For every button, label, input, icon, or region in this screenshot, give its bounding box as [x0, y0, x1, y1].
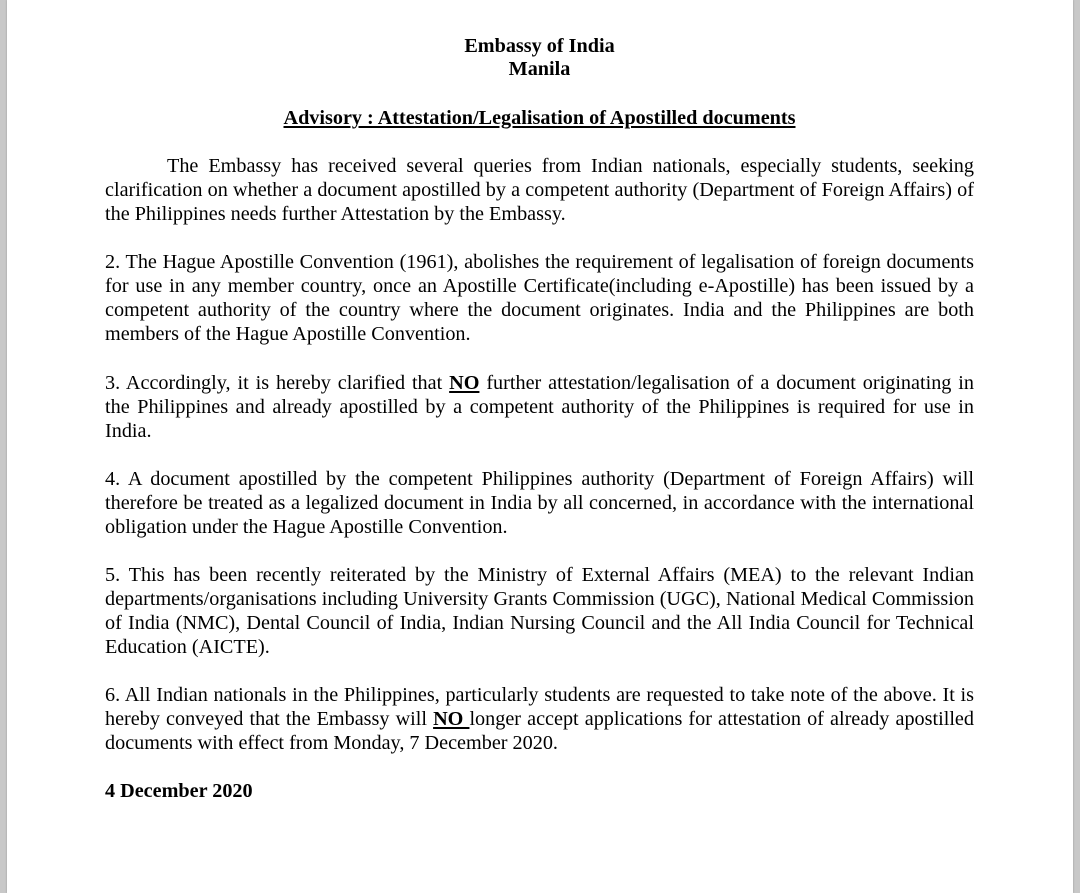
document-content	[105, 35, 974, 803]
paragraph-4: 4. A document apostilled by the competent Philippines authority (Department of Foreign Affairs) will therefore be treated as a legalized document in India by all concerned, in accordance with the international obligation under the Hague Apostille Convention.	[105, 468, 974, 538]
paragraph-3-emphasis: NO	[449, 372, 480, 394]
document-header	[105, 35, 974, 81]
paragraph-3-text-start: 3. Accordingly, it is hereby clarified that	[105, 372, 450, 394]
paragraph-6-emphasis: NO	[433, 708, 470, 730]
document-date: 4 December 2020	[105, 780, 253, 802]
paragraph-2: 2. The Hague Apostille Convention (1961), abolishes the requirement of legalisation of foreign documents for use in any member country, once an Apostille Certificate(including e-Apostille) has been issued by a competent authority of the country where the document originates. India and the Philippines are both members of the Hague Apostille Convention.	[105, 251, 974, 345]
paragraph-5: 5. This has been recently reiterated by the Ministry of External Affairs (MEA) to the relevant Indian departments/organisations including University Grants Commission (UGC), National Medical Commission of India (NMC), Dental Council of India, Indian Nursing Council and the All India Council for Technical Education (AICTE).	[105, 564, 974, 658]
paragraph-6-text-end: longer accept applications for attestation of already apostilled documents with effect from Monday, 7 December 2020.	[105, 708, 974, 754]
paragraph-6-text-start: 6. All Indian nationals in the Philippines, particularly students are requested to take note of the above. It is hereby conveyed that the Embassy will	[105, 684, 974, 730]
paragraph-3	[105, 371, 974, 443]
advisory-title: Advisory : Attestation/Legalisation of Apostilled documents	[283, 107, 796, 129]
paragraph-3-text-end: further attestation/legalisation of a document originating in the Philippines and already apostilled by a competent authority of the Philippines is required for use in India.	[105, 372, 974, 442]
header-embassy-name: Embassy of India	[464, 35, 615, 57]
header-city: Manila	[508, 58, 571, 80]
document-page	[7, 0, 1073, 893]
paragraph-1: The Embassy has received several queries from Indian nationals, especially students, seeking clarification on whether a document apostilled by a competent authority (Department of Foreign Affairs) of the Philippines needs further Attestation by the Embassy.	[105, 155, 974, 225]
paragraph-6	[105, 683, 974, 755]
